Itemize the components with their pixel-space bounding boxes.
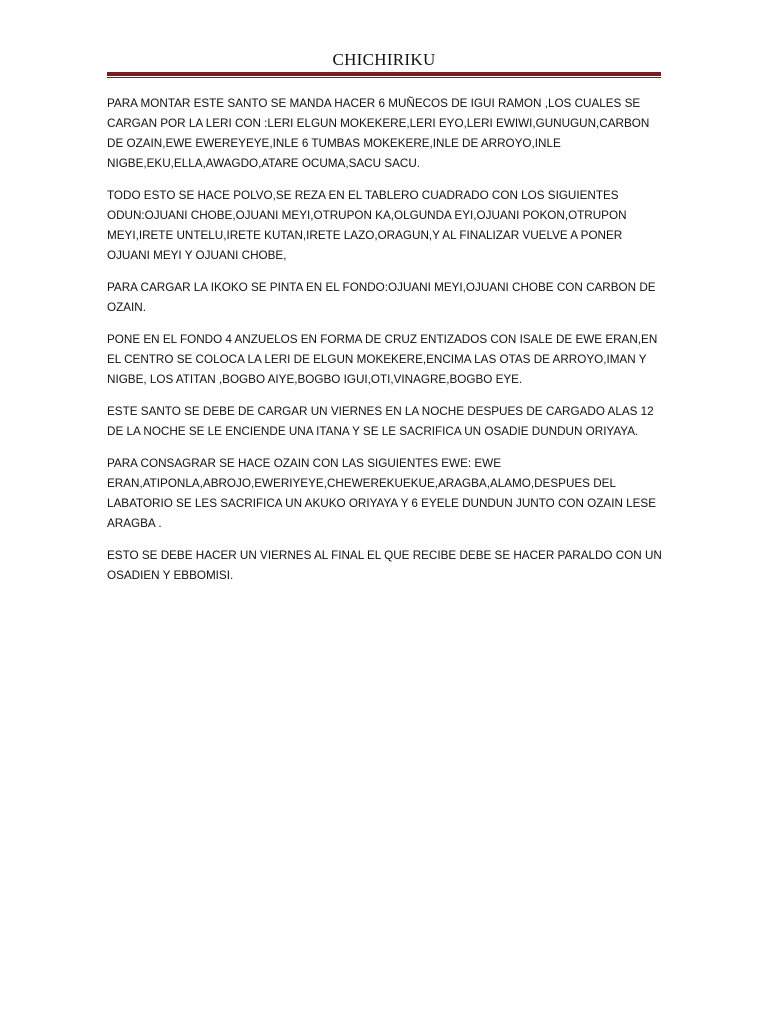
paragraph-7: ESTO SE DEBE HACER UN VIERNES AL FINAL EL QUE RECIBE DEBE SE HACER PARALDO CON UN OSADIEN Y EBBOMISI. (107, 549, 662, 582)
paragraph-5: ESTE SANTO SE DEBE DE CARGAR UN VIERNES EN LA NOCHE DESPUES DE CARGADO ALAS 12 DE LA NOCHE SE LE ENCIENDE UNA ITANA Y SE LE SACRIFICA UN OSADIE DUNDUN ORIYAYA. (107, 405, 654, 438)
paragraph-3: PARA CARGAR LA IKOKO SE PINTA EN EL FONDO:OJUANI MEYI,OJUANI CHOBE CON CARBON DE OZAIN. (107, 281, 656, 314)
paragraph-2: TODO ESTO SE HACE POLVO,SE REZA EN EL TABLERO CUADRADO CON LOS SIGUIENTES ODUN:OJUANI CHOBE,OJUANI MEYI,OTRUPON KA,OLGUNDA EYI,OJUANI POKON,OTRUPON MEYI,IRETE UNTELU,IRETE KUTAN,IRETE LAZO,ORAGUN,Y AL FINALIZAR VUELVE A PONER OJUANI MEYI Y OJUANI CHOBE, (107, 189, 627, 262)
title-rule-thin (107, 77, 661, 78)
paragraph-4: PONE EN EL FONDO 4 ANZUELOS EN FORMA DE CRUZ ENTIZADOS CON ISALE DE EWE ERAN,EN EL CENTRO SE COLOCA LA LERI DE ELGUN MOKEKERE,ENCIMA LAS OTAS DE ARROYO,IMAN Y NIGBE, LOS ATITAN ,BOGBO AIYE,BOGBO IGUI,OTI,VINAGRE,BOGBO EYE. (107, 333, 658, 386)
title-rule-thick (107, 72, 661, 76)
document-title: CHICHIRIKU (332, 50, 436, 69)
paragraph-1: PARA MONTAR ESTE SANTO SE MANDA HACER 6 MUÑECOS DE IGUI RAMON ,LOS CUALES SE CARGAN POR LA LERI CON :LERI ELGUN MOKEKERE,LERI EYO,LERI EWIWI,GUNUGUN,CARBON DE OZAIN,EWE EWEREYEYE,INLE 6 TUMBAS MOKEKERE,INLE DE ARROYO,INLE NIGBE,EKU,ELLA,AWAGDO,ATARE OCUMA,SACU SACU. (107, 97, 650, 170)
document-body (107, 94, 663, 598)
paragraph-6: PARA CONSAGRAR SE HACE OZAIN CON LAS SIGUIENTES EWE: EWE ERAN,ATIPONLA,ABROJO,EWERIYEYE,CHEWEREKUEKUE,ARAGBA,ALAMO,DESPUES DEL LABATORIO SE LES SACRIFICA UN AKUKO ORIYAYA Y 6 EYELE DUNDUN JUNTO CON OZAIN LESE ARAGBA . (107, 457, 657, 530)
